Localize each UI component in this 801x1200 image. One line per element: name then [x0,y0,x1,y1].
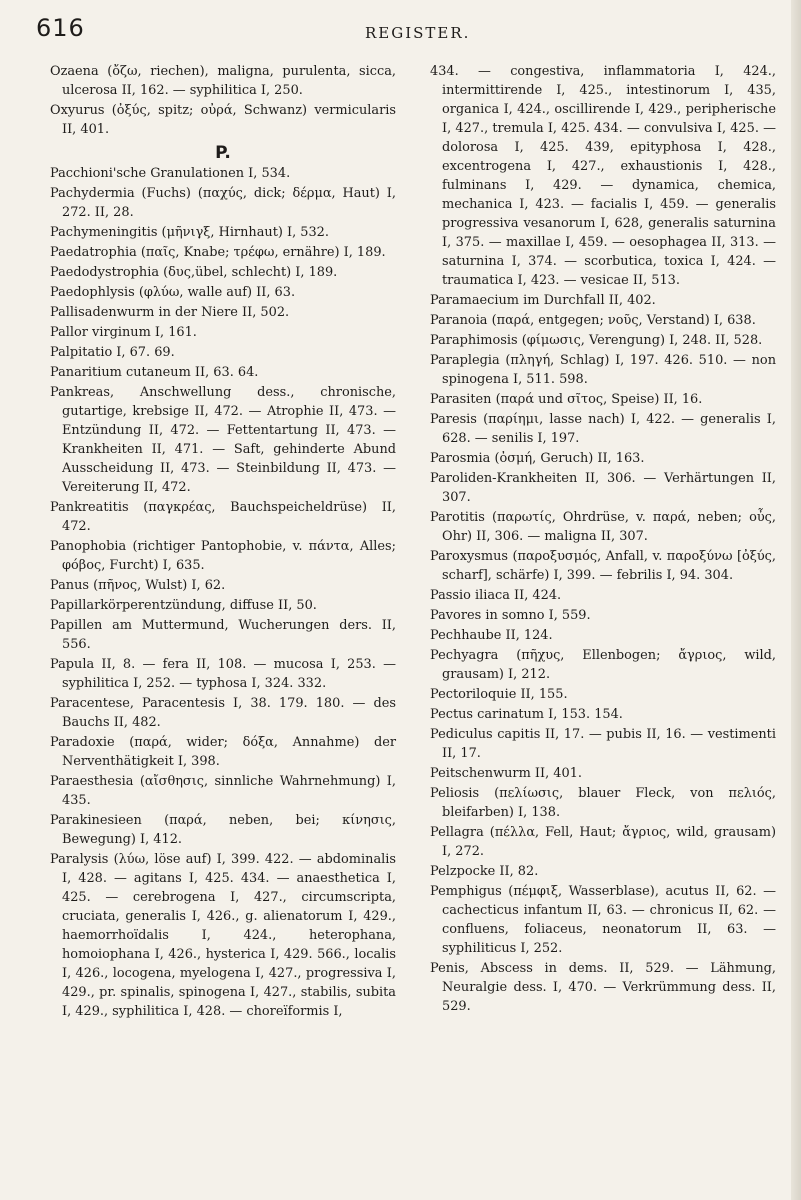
index-entry: Pachymeningitis (μῆνιγξ, Hirnhaut) I, 532. [50,225,329,240]
index-entry: Pallor virginum I, 161. [50,325,197,340]
index-entry: Pelzpocke II, 82. [430,864,539,879]
index-entry: Paraesthesia (αἴσθησις, sinnliche Wahrnehmung) I, 435. [50,774,396,808]
index-entry: Pemphigus (πέμφιξ, Wasserblase), acutus II, 62. — cachecticus infantum II, 63. — chronicus II, 62. — confluens, foliaceus, neonatorum II, 63. — syphiliticus I, 252. [430,884,776,956]
running-head: REGISTER. [365,24,471,42]
index-entry: 434. — congestiva, inflammatoria I, 424., intermittirende I, 425., intestinorum I, 435, organica I, 424., oscillirende I, 429., peripherische I, 427., tremula I, 425. 434. — convulsiva I, 425. — dolorosa I, 425. 439, epityphosa I, 428., excentrogena I, 427., exhaustionis I, 428., fulminans I, 429. — dynamica, chemica, mechanica I, 423. — facialis I, 459. — generalis progressiva vesanorum I, 628, generalis saturnina I, 375. — maxillae I, 459. — oesophagea II, 313. — saturnina I, 374. — scorbutica, toxica I, 424. — traumatica I, 423. — vesicae II, 513. [430,64,776,288]
index-entry: Peliosis (πελίωσις, blauer Fleck, von πελιός, bleifarben) I, 138. [430,786,776,820]
index-entry: Pectoriloquie II, 155. [430,687,568,702]
index-entry: Parasiten (παρά und σῖτος, Speise) II, 16. [430,392,703,407]
index-entry: Paedodystrophia (δυς,übel, schlecht) I, 189. [50,265,338,280]
index-entry: Papillen am Muttermund, Wucherungen ders. II, 556. [50,618,396,652]
index-entry: Pediculus capitis II, 17. — pubis II, 16. — vestimenti II, 17. [430,727,776,761]
index-entry: Pallisadenwurm in der Niere II, 502. [50,305,290,320]
index-entry: Paedophlysis (φλύω, walle auf) II, 63. [50,285,296,300]
index-entry: Pectus carinatum I, 153. 154. [430,707,623,722]
index-entry: Papula II, 8. — fera II, 108. — mucosa I, 253. — syphilitica I, 252. — typhosa I, 324. 332. [50,657,396,691]
index-entry: Paranoia (παρά, entgegen; νοῦς, Verstand) I, 638. [430,313,756,328]
index-entry: Ozaena (ὄζω, riechen), maligna, purulenta, sicca, ulcerosa II, 162. — syphilitica I, 250. [50,64,396,98]
index-entry: Pavores in somno I, 559. [430,608,591,623]
index-entry: Pacchioni'sche Granulationen I, 534. [50,166,291,181]
index-entry: Paracentese, Paracentesis I, 38. 179. 180. — des Bauchs II, 482. [50,696,396,730]
right-column [430,62,776,1017]
page-number: 616 [36,14,85,42]
index-entry: Pechyagra (πῆχυς, Ellenbogen; ἄγριος, wild, grausam) I, 212. [430,648,776,682]
index-entry: Paroliden-Krankheiten II, 306. — Verhärtungen II, 307. [430,471,776,505]
page-edge [791,0,801,1200]
index-entry: Paraphimosis (φίμωσις, Verengung) I, 248. II, 528. [430,333,763,348]
index-entry: Peitschenwurm II, 401. [430,766,582,781]
index-entry: Penis, Abscess in dems. II, 529. — Lähmung, Neuralgie dess. I, 470. — Verkrümmung dess. II, 529. [430,961,776,1014]
index-entry: Papillarkörperentzündung, diffuse II, 50. [50,598,317,613]
index-entry: Paraplegia (πληγή, Schlag) I, 197. 426. 510. — non spinogena I, 511. 598. [430,353,776,387]
index-entry: Paralysis (λύω, löse auf) I, 399. 422. — abdominalis I, 428. — agitans I, 425. 434. — anaesthetica I, 425. — cerebrogena I, 427., circumscripta, cruciata, generalis I, 426., g. alienatorum I, 429., haemorrhoïdalis I, 424., heterophana, homoiophana I, 426., hysterica I, 429. 566., localis I, 426., locogena, myelogena I, 427., progressiva I, 429., pr. spinalis, spinogena I, 427., stabilis, subita I, 429., syphilitica I, 428. — choreïformis I, [50,852,396,1019]
index-entry: Parosmia (ὀσμή, Geruch) II, 163. [430,451,645,466]
index-entry: Palpitatio I, 67. 69. [50,345,175,360]
index-entry: Paramaecium im Durchfall II, 402. [430,293,656,308]
index-entry: Pankreas, Anschwellung dess., chronische, gutartige, krebsige II, 472. — Atrophie II, 473. — Entzündung II, 472. — Fettentartung II, 473. — Krankheiten II, 471. — Saft, gehinderte Abund Ausscheidung II, 473. — Steinbildung II, 473. — Vereiterung II, 472. [50,385,396,495]
index-entry: Pechhaube II, 124. [430,628,553,643]
index-entry: Paroxysmus (παροξυσμός, Anfall, v. παροξύνω [ὀξύς, scharf], schärfe) I, 399. — febrilis I, 94. 304. [430,549,776,583]
index-entry: Paedatrophia (παῖς, Knabe; τρέφω, ernähre) I, 189. [50,245,386,260]
index-entry: Panophobia (richtiger Pantophobie, v. πάντα, Alles; φόβος, Furcht) I, 635. [50,539,396,573]
index-entry: Parotitis (παρωτίς, Ohrdrüse, v. παρά, neben; οὖς, Ohr) II, 306. — maligna II, 307. [430,510,776,544]
index-entry: Passio iliaca II, 424. [430,588,562,603]
index-entry: Pellagra (πέλλα, Fell, Haut; ἄγριος, wild, grausam) I, 272. [430,825,776,859]
index-entry: Paradoxie (παρά, wider; δόξα, Annahme) der Nerventhätigkeit I, 398. [50,735,396,769]
index-entry: Oxyurus (ὀξύς, spitz; οὐρά, Schwanz) vermicularis II, 401. [50,103,396,137]
index-entry: Parakinesieen (παρά, neben, bei; κίνησις, Bewegung) I, 412. [50,813,396,847]
index-entry: Pankreatitis (παγκρέας, Bauchspeicheldrüse) II, 472. [50,500,396,534]
letter-heading: P. [215,143,231,163]
index-entry: Panus (πῆνος, Wulst) I, 62. [50,578,226,593]
left-column [50,62,396,1022]
index-entry: Paresis (παρίημι, lasse nach) I, 422. — generalis I, 628. — senilis I, 197. [430,412,776,446]
index-entry: Pachydermia (Fuchs) (παχύς, dick; δέρμα, Haut) I, 272. II, 28. [50,186,396,220]
index-entry: Panaritium cutaneum II, 63. 64. [50,365,259,380]
